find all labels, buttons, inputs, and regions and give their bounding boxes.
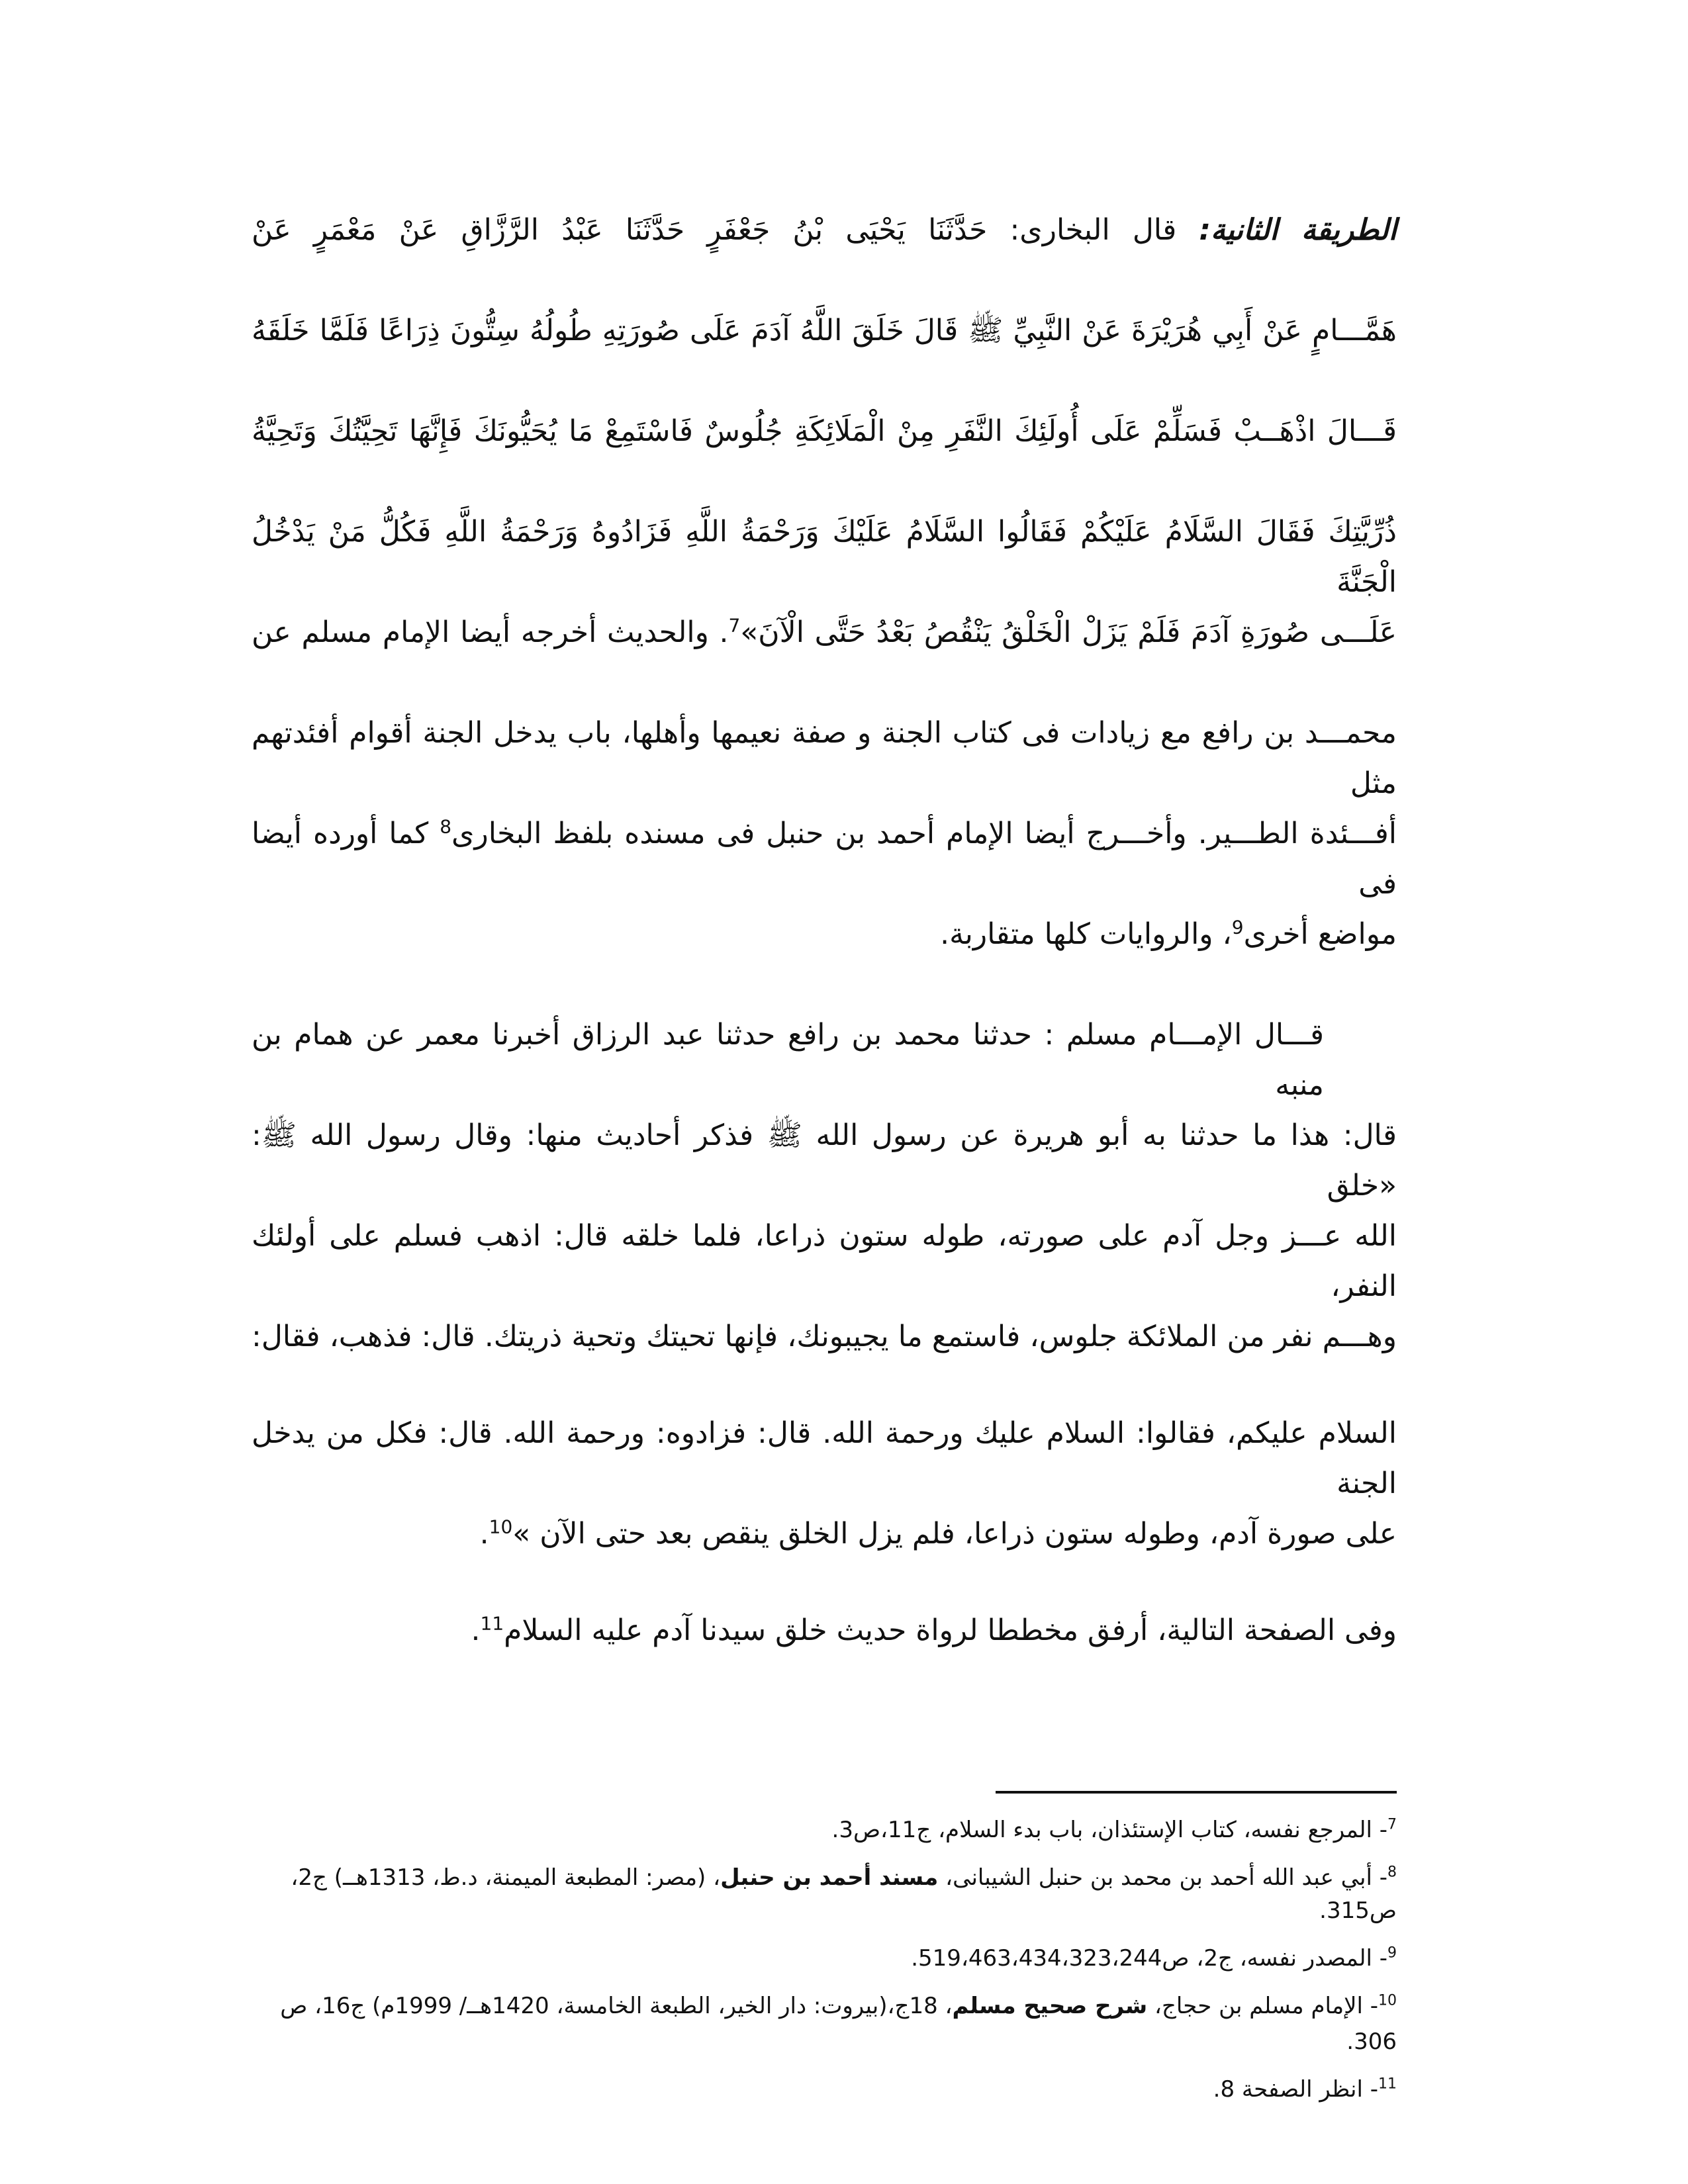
text-line: [252, 1509, 1397, 1606]
text-line: [252, 608, 1397, 708]
footnote-book-title: شرح صحيح مسلم: [952, 1993, 1148, 2019]
text-line: قال: هذا ما حدثنا به أبو هريرة عن رسول الله ﷺ فذكر أحاديث منها: وقال رسول الله ﷺ: «خلق: [252, 1118, 1397, 1203]
line-text: على صورة آدم، وطوله ستون ذراعا، فلم يزل الخلق ينقص بعد حتى الآن »: [512, 1517, 1397, 1551]
main-text: [252, 205, 1397, 1706]
line-text: مواضع أخرى: [1243, 917, 1397, 951]
text-line: محمـــد بن رافع مع زيادات فى كتاب الجنة و صفة نعيمها وأهلها، باب يدخل الجنة أقوام أفئدتهم مثل: [252, 716, 1397, 800]
footnote-ref[interactable]: 7: [728, 614, 741, 637]
line-text: أفـــئدة الطـــير. وأخـــرج أيضا الإمام أحمد بن حنبل فى مسنده بلفظ البخارى: [451, 817, 1397, 850]
footnote-number: 9: [1387, 1944, 1397, 1962]
footnote-separator: [996, 1791, 1397, 1794]
line-text: ، والروايات كلها متقاربة.: [940, 917, 1232, 951]
text-line: وهـــم نفر من الملائكة جلوس، فاستمع ما يجيبونك، فإنها تحيتك وتحية ذريتك. قال: فذهب، فقال:: [252, 1320, 1397, 1353]
footnote: [252, 1989, 1397, 2023]
footnote-number: 7: [1387, 1816, 1397, 1833]
footnote-book-title: مسند أحمد بن حنبل: [720, 1864, 939, 1891]
text-line: [252, 809, 1397, 909]
text-line: [252, 205, 1397, 306]
text-line: السلام عليكم، فقالوا: السلام عليك ورحمة الله. قال: فزادوه: ورحمة الله. قال: فكل من يدخل الجنة: [252, 1416, 1397, 1500]
text-line: الله عـــز وجل آدم على صورته، طوله ستون ذراعا، فلما خلقه قال: اذهب فسلم على أولئك النفر،: [252, 1219, 1397, 1303]
footnote-ref[interactable]: 10: [489, 1516, 513, 1538]
footnote-text: - أبي عبد الله أحمد بن محمد بن حنبل الشيبانى،: [938, 1864, 1387, 1891]
footnote: [252, 1942, 1397, 1975]
text-line: قَـــالَ اذْهَــبْ فَسَلِّمْ عَلَى أُولَئِكَ النَّفَرِ مِنْ الْمَلَائِكَةِ جُلُوسٌ فَاسْتَمِعْ مَا يُحَيُّونَكَ فَإِنَّهَا تَحِيَّتُكَ وَتَحِيَّةُ: [252, 414, 1397, 448]
footnote-text: - المرجع نفسه، كتاب الإستئذان، باب بدء السلام، ج11،ص3.: [831, 1817, 1387, 1843]
line-text: كما أورده أيضا فى: [252, 817, 1397, 901]
footnote-text: ، 18ج،(بيروت: دار الخير، الطبعة الخامسة، 1420هــ/ 1999م) ج16، ص: [280, 1993, 953, 2019]
footnote: [252, 2073, 1397, 2106]
footnotes: [252, 1813, 1397, 2120]
line-text: . والحديث أخرجه أيضا الإمام مسلم عن: [252, 615, 729, 649]
footnote-text: - المصدر نفسه، ج2، ص519،463،434،323،244.: [911, 1945, 1387, 1972]
text-line: قـــال الإمـــام مسلم : حدثنا محمد بن رافع حدثنا عبد الرزاق أخبرنا معمر عن همام بن منبه: [252, 1018, 1324, 1102]
text-line: هَمَّـــامٍ عَنْ أَبِي هُرَيْرَةَ عَنْ النَّبِيِّ ﷺ قَالَ خَلَقَ اللَّهُ آدَمَ عَلَى صُورَتِهِ طُولُهُ سِتُّونَ ذِرَاعًا فَلَمَّا خَلَقَهُ: [252, 314, 1397, 347]
section-heading: الطريقة الثانية:: [1199, 213, 1397, 247]
footnote-ref[interactable]: 8: [440, 815, 452, 838]
footnote-ref[interactable]: 11: [480, 1612, 504, 1635]
text-line: [252, 1606, 1397, 1706]
line-text: .: [479, 1517, 489, 1551]
footnote-text: ، (مصر: المطبعة الميمنة، د.ط، 1313هــ) ج2، ص315.: [291, 1864, 1397, 1924]
text-line: [252, 909, 1397, 1010]
line-text: قال البخارى: حَدَّثَنَا يَحْيَى بْنُ جَعْفَرٍ حَدَّثَنَا عَبْدُ الرَّزَّاقِ عَنْ مَعْمَرٍ عَنْ: [252, 213, 1199, 247]
footnote-number: 10: [1378, 1992, 1397, 2009]
footnote: [252, 1813, 1397, 1846]
footnote-number: 8: [1387, 1864, 1397, 1881]
footnote-continuation: 306.: [1346, 2028, 1397, 2055]
text-line: ذُرِّيَّتِكَ فَقَالَ السَّلَامُ عَلَيْكُمْ فَقَالُوا السَّلَامُ عَلَيْكَ وَرَحْمَةُ اللَّهِ فَزَادُوهُ وَرَحْمَةُ اللَّهِ فَكُلُّ مَنْ يَدْخُلُ الْجَنَّةَ: [252, 515, 1397, 599]
line-text: عَلَـــى صُورَةِ آدَمَ فَلَمْ يَزَلْ الْخَلْقُ يَنْقُصُ بَعْدُ حَتَّى الْآنَ»: [740, 615, 1397, 649]
footnote-text: - انظر الصفحة 8.: [1213, 2076, 1378, 2103]
footnote-number: 11: [1378, 2075, 1397, 2093]
line-text: وفى الصفحة التالية، أرفق مخططا لرواة حديث خلق سيدنا آدم عليه السلام: [504, 1614, 1397, 1647]
footnote-text: - الإمام مسلم بن حجاج،: [1147, 1993, 1378, 2019]
line-text: .: [471, 1614, 481, 1647]
footnote-ref[interactable]: 9: [1231, 916, 1244, 938]
footnote: [252, 1861, 1397, 1927]
